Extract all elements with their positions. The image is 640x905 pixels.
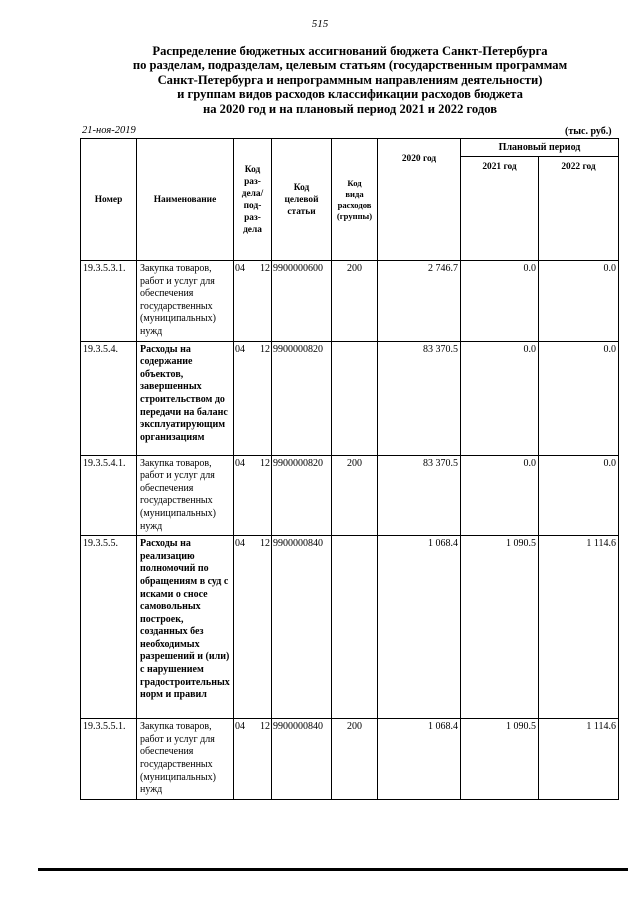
row-amount-2022: 1 114.6 bbox=[539, 536, 619, 719]
row-amount-2022: 0.0 bbox=[539, 261, 619, 342]
row-expense-group: 200 bbox=[332, 261, 378, 342]
row-expense-group: 200 bbox=[332, 719, 378, 800]
table-row bbox=[81, 261, 619, 342]
document-title: Распределение бюджетных ассигнований бюджета Санкт-Петербурга по разделам, подразделам, целевым статьям (государственным программам Санкт-Петербурга и непрограммным направлениям деятельности) и группам видов расходов классификации расходов бюджета на 2020 год и на плановый период 2021 и 2022 годов bbox=[132, 44, 568, 116]
row-name: Расходы на реализацию полномочий по обращениям в суд с исками о сносе самовольных построек, созданных без необходимых разрешений и (или) с нарушением градостроительных норм и правил bbox=[137, 536, 234, 719]
budget-table bbox=[80, 138, 619, 800]
row-subsection: 12 bbox=[260, 457, 270, 469]
page-number: 515 bbox=[311, 18, 329, 30]
row-amount-2020: 1 068.4 bbox=[378, 719, 461, 800]
row-section-code bbox=[234, 455, 272, 536]
row-section: 04 bbox=[235, 343, 245, 355]
table-row bbox=[81, 455, 619, 536]
row-target-code: 9900000820 bbox=[272, 455, 332, 536]
row-amount-2020: 2 746.7 bbox=[378, 261, 461, 342]
row-section: 04 bbox=[235, 538, 245, 550]
row-number: 19.3.5.5.1. bbox=[81, 719, 137, 800]
row-section: 04 bbox=[235, 457, 245, 469]
row-amount-2021: 1 090.5 bbox=[461, 536, 539, 719]
row-target-code: 9900000840 bbox=[272, 536, 332, 719]
row-section: 04 bbox=[235, 721, 245, 733]
row-target-code: 9900000600 bbox=[272, 261, 332, 342]
row-amount-2020: 1 068.4 bbox=[378, 536, 461, 719]
row-name: Закупка товаров, работ и услуг для обеспечения государственных (муниципальных) нужд bbox=[137, 455, 234, 536]
row-subsection: 12 bbox=[260, 538, 270, 550]
header-name: Наименование bbox=[137, 139, 234, 261]
row-amount-2020: 83 370.5 bbox=[378, 341, 461, 455]
header-section-code: Код раз- дела/ под- раз- дела bbox=[234, 139, 272, 261]
row-section-code bbox=[234, 261, 272, 342]
row-amount-2021: 0.0 bbox=[461, 455, 539, 536]
row-name: Закупка товаров, работ и услуг для обеспечения государственных (муниципальных) нужд bbox=[137, 261, 234, 342]
header-expense-group-code: Код вида расходов (группы) bbox=[332, 139, 378, 261]
row-name: Расходы на содержание объектов, завершенных строительством до передачи на баланс эксплуатирующим организациям bbox=[137, 341, 234, 455]
row-number: 19.3.5.4.1. bbox=[81, 455, 137, 536]
row-amount-2021: 0.0 bbox=[461, 261, 539, 342]
row-expense-group bbox=[332, 341, 378, 455]
row-amount-2022: 0.0 bbox=[539, 341, 619, 455]
units-label: (тыс. руб.) bbox=[565, 126, 612, 137]
table-body bbox=[81, 261, 619, 800]
row-expense-group bbox=[332, 536, 378, 719]
row-number: 19.3.5.4. bbox=[81, 341, 137, 455]
table-row bbox=[81, 719, 619, 800]
row-name: Закупка товаров, работ и услуг для обеспечения государственных (муниципальных) нужд bbox=[137, 719, 234, 800]
row-amount-2020: 83 370.5 bbox=[378, 455, 461, 536]
row-number: 19.3.5.5. bbox=[81, 536, 137, 719]
document-date: 21-ноя-2019 bbox=[82, 125, 136, 136]
row-target-code: 9900000820 bbox=[272, 341, 332, 455]
row-number: 19.3.5.3.1. bbox=[81, 261, 137, 342]
row-subsection: 12 bbox=[260, 263, 270, 274]
header-year-2020: 2020 год bbox=[378, 139, 461, 261]
row-amount-2022: 1 114.6 bbox=[539, 719, 619, 800]
row-amount-2021: 1 090.5 bbox=[461, 719, 539, 800]
row-subsection: 12 bbox=[260, 343, 270, 355]
row-subsection: 12 bbox=[260, 721, 270, 733]
table-row bbox=[81, 341, 619, 455]
row-amount-2021: 0.0 bbox=[461, 341, 539, 455]
footer-rule bbox=[38, 868, 628, 871]
table-row bbox=[81, 536, 619, 719]
row-target-code: 9900000840 bbox=[272, 719, 332, 800]
header-number: Номер bbox=[81, 139, 137, 261]
header-target-code: Код целевой статьи bbox=[272, 139, 332, 261]
row-section-code bbox=[234, 341, 272, 455]
header-year-2021: 2021 год bbox=[461, 157, 539, 261]
row-amount-2022: 0.0 bbox=[539, 455, 619, 536]
row-expense-group: 200 bbox=[332, 455, 378, 536]
row-section-code bbox=[234, 719, 272, 800]
header-year-2022: 2022 год bbox=[539, 157, 619, 261]
row-section-code bbox=[234, 536, 272, 719]
row-section: 04 bbox=[235, 263, 245, 274]
header-plan-period: Плановый период bbox=[461, 139, 619, 157]
